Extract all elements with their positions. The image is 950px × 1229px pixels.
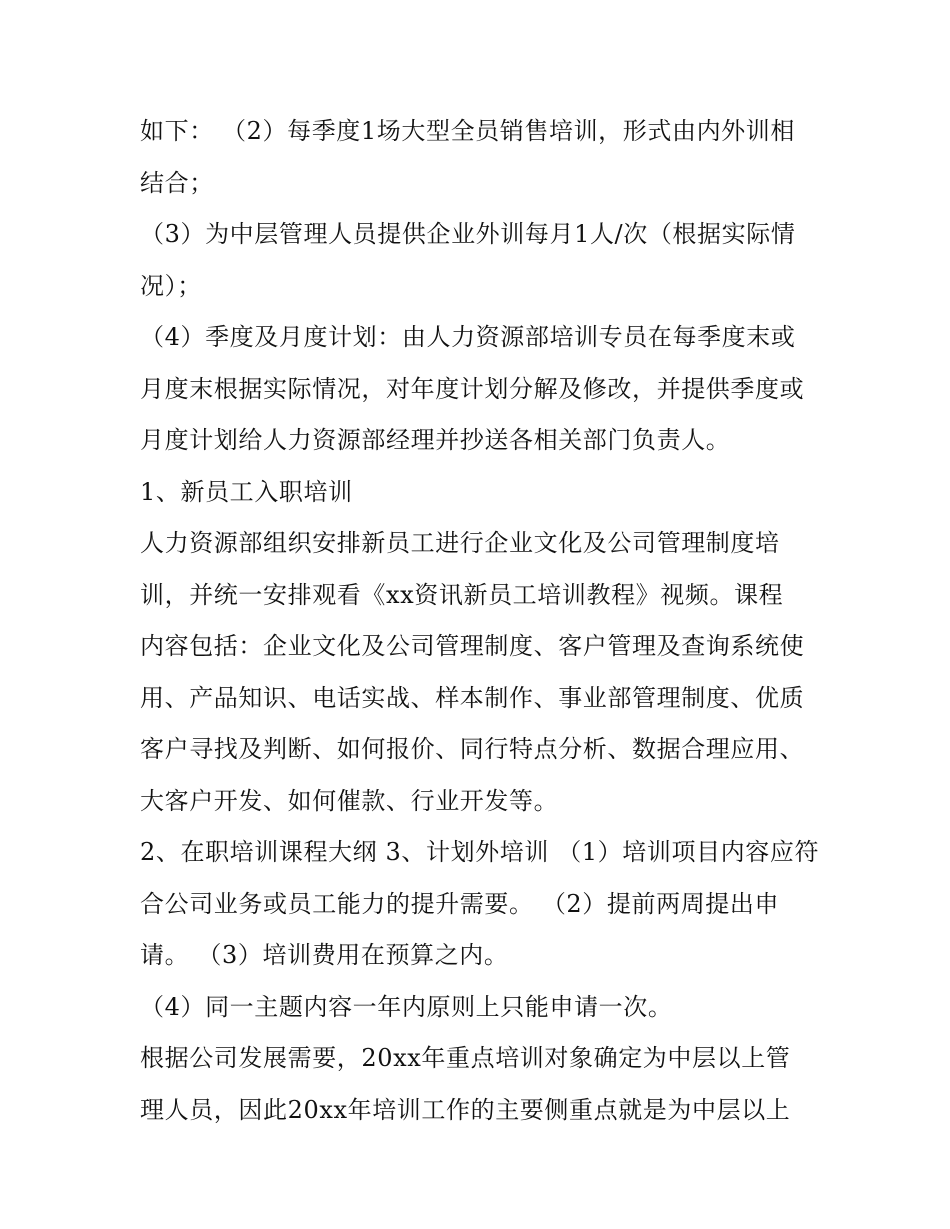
text-line: 用、产品知识、电话实战、样本制作、事业部管理制度、优质 [140,683,805,712]
text-line: 合公司业务或员工能力的提升需要。 （2）提前两周提出申 [140,889,780,918]
text-line: 训，并统一安排观看《xx资讯新员工培训教程》视频。课程 [140,580,784,609]
text-line: 况）； [140,271,202,300]
text-line: 根据公司发展需要，20xx年重点培训对象确定为中层以上管 [140,1044,791,1072]
document-body [140,106,820,1136]
text-line: 月度末根据实际情况，对年度计划分解及修改，并提供季度或 [140,374,805,403]
text-line: 如下： （2）每季度1场大型全员销售培训，形式由内外训相 [140,117,795,145]
text-line: 理人员，因此20xx年培训工作的主要侧重点就是为中层以上 [140,1095,791,1124]
text-line: （4）同一主题内容一年内原则上只能申请一次。 [140,992,673,1021]
text-line: 结合； [140,168,214,197]
text-line: 内容包括：企业文化及公司管理制度、客户管理及查询系统使 [140,632,805,660]
text-line: 大客户开发、如何催款、行业开发等。 [140,786,559,815]
text-line: 2、在职培训课程大纲 3、计划外培训 （1）培训项目内容应符 [140,838,820,866]
text-line: 请。 （3）培训费用在预算之内。 [140,941,509,969]
section-heading: 1、新员工入职培训 [140,477,353,506]
text-line: 月度计划给人力资源部经理并抄送各相关部门负责人。 [140,426,731,454]
text-line: 客户寻找及判断、如何报价、同行特点分析、数据合理应用、 [140,735,805,763]
text-line: 人力资源部组织安排新员工进行企业文化及公司管理制度培 [140,529,780,557]
text-line: （4）季度及月度计划：由人力资源部培训专员在每季度末或 [140,323,796,351]
text-line: （3）为中层管理人员提供企业外训每月1人/次（根据实际情 [140,220,796,248]
